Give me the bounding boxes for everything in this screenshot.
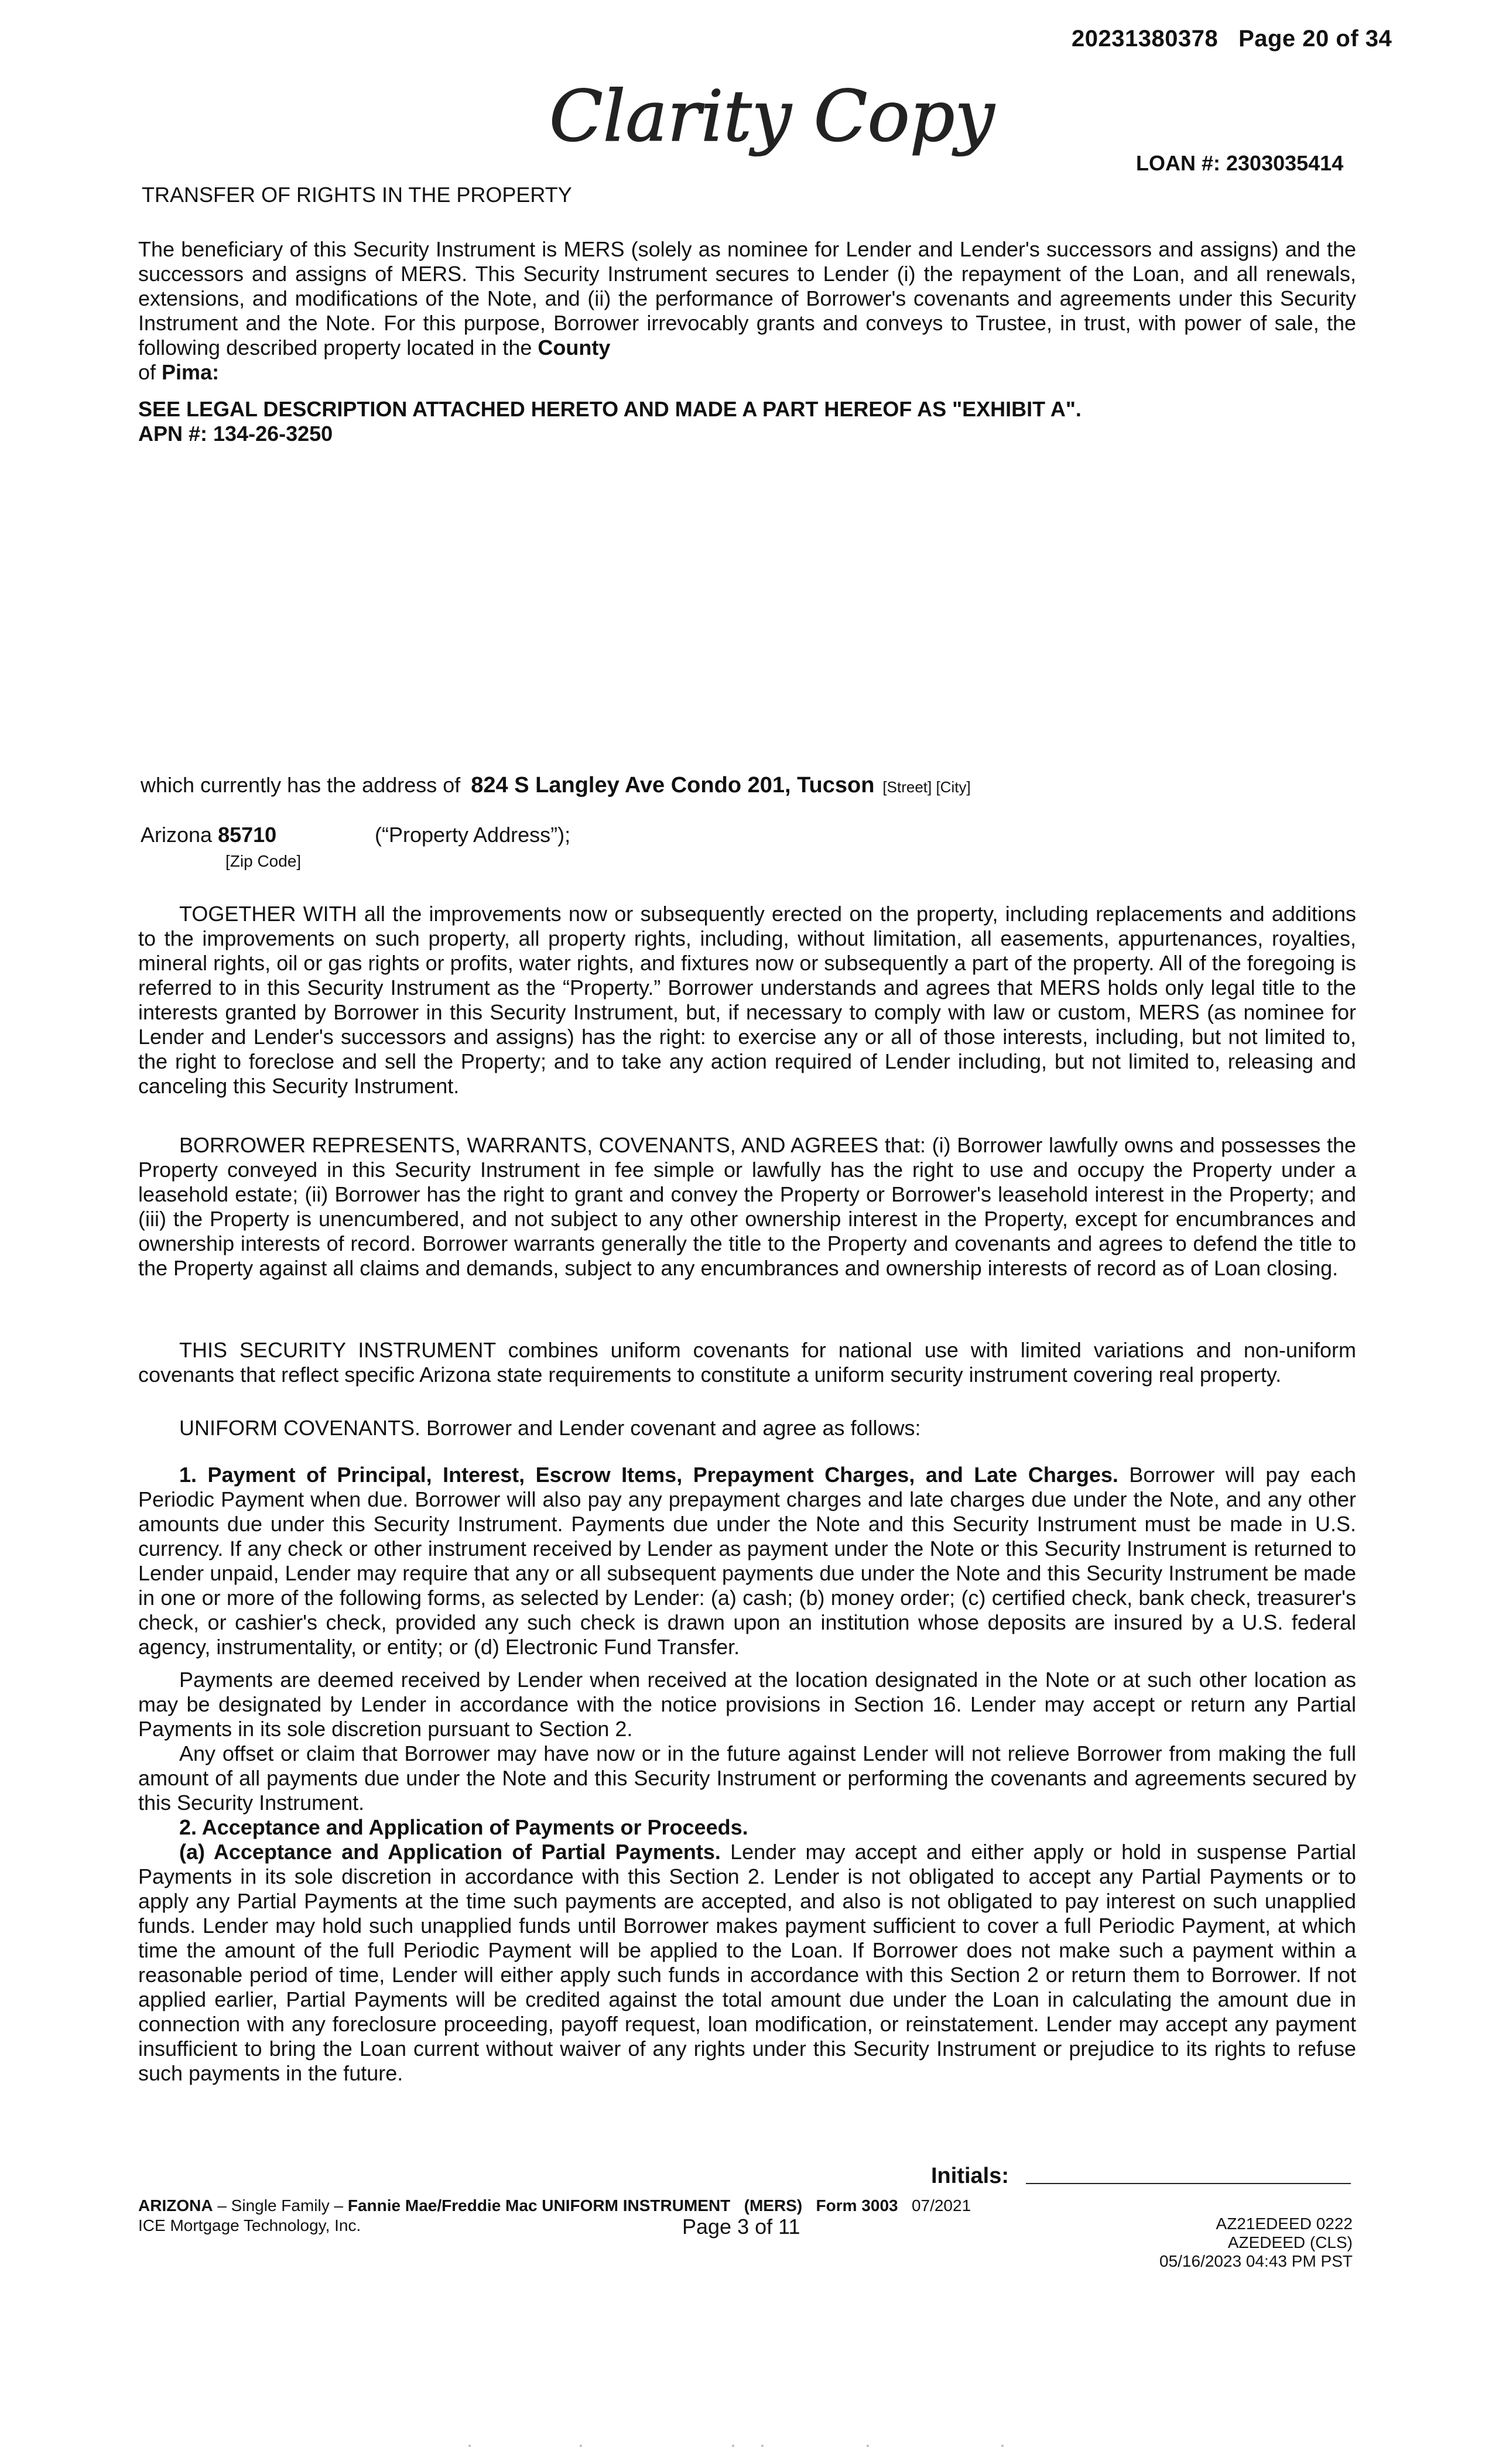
blank-space — [138, 468, 1356, 761]
footer-form-info — [138, 2196, 971, 2236]
street-city-caption: [Street] [City] — [882, 778, 971, 796]
vendor: ICE Mortgage Technology, Inc. — [138, 2216, 361, 2234]
legal-description — [138, 397, 1356, 446]
legal-description-text: SEE LEGAL DESCRIPTION ATTACHED HERETO AND MADE A PART HEREOF AS "EXHIBIT A". — [138, 397, 1082, 421]
section-2a-paragraph — [138, 1840, 1356, 2086]
transfer-paragraph — [138, 237, 1356, 385]
form-state: ARIZONA — [138, 2196, 213, 2215]
together-with-paragraph: TOGETHER WITH all the improvements now or subsequently erected on the property, including replacements and additions to the improvements on such property, all property rights, including, without limitation, all easements, appurtenances, royalties, mineral rights, oil or gas rights or profits, water rights, and fixtures now or subsequently a part of the property. All of the foregoing is referred to in this Security Instrument as the “Property.” Borrower understands and agrees that MERS holds only legal title to the interests granted by Borrower in this Security Instrument, but, if necessary to comply with law or custom, MERS (as nominee for Lender and Lender's successors and assigns) has the right: to exercise any or all of those interests, including, but not limited to, the right to foreclose and sell the Property; and to take any action required of Lender including, but not limited to, releasing and canceling this Security Instrument. — [138, 902, 1356, 1098]
section-1-paragraph — [138, 1463, 1356, 1659]
section-1-offset: Any offset or claim that Borrower may have now or in the future against Lender will not relieve Borrower from making the full amount of all payments due under the Note and this Security Instrument or performing the covenants and agreements secured by this Security Instrument. — [138, 1741, 1356, 1815]
of-label: of — [138, 360, 156, 384]
handwritten-clarity-copy — [545, 53, 1025, 164]
form-bold: Fannie Mae/Freddie Mac UNIFORM INSTRUMENT — [347, 2196, 731, 2215]
borrower-represents-paragraph: BORROWER REPRESENTS, WARRANTS, COVENANTS, AND AGREES that: (i) Borrower lawfully owns and possesses the Property conveyed in this Security Instrument in fee simple or lawfully has the right to use and occupy the Property under a leasehold estate; (ii) Borrower has the right to grant and convey the Property or Borrower's leasehold interest in the Property; and (iii) the Property is unencumbered, and not subject to any other ownership interest in the Property, except for encumbrances and ownership interests of record. Borrower warrants generally the title to the Property and covenants and agrees to defend the title to the Property against all claims and demands, subject to any encumbrances and ownership interests of record as of Loan closing. — [138, 1133, 1356, 1280]
page-of: Page 20 of 34 — [1238, 26, 1392, 52]
form-code: AZ21EDEED 0222 — [1216, 2215, 1353, 2233]
zip-caption: [Zip Code] — [225, 852, 302, 870]
footer-codes — [1113, 2215, 1353, 2271]
loan-number: LOAN #: 2303035414 — [1136, 151, 1344, 175]
property-address-label: (“Property Address”); — [375, 823, 571, 847]
section-title: TRANSFER OF RIGHTS IN THE PROPERTY — [142, 183, 572, 207]
record-header — [1072, 26, 1392, 52]
transfer-text: The beneficiary of this Security Instrument is MERS (solely as nominee for Lender and Lender's successors and assigns) and the successors and assigns of MERS. This Security Instrument secures to Lender (i) the repayment of the Loan, and all renewals, extensions, and modifications of the Note, and (ii) the performance of Borrower's covenants and agreements under this Security Instrument and the Note. For this purpose, Borrower irrevocably grants and conveys to Trustee, in trust, with power of sale, the following described property located in the — [138, 237, 1356, 360]
uniform-covenants-paragraph: UNIFORM COVENANTS. Borrower and Lender covenant and agree as follows: — [179, 1416, 921, 1440]
county-name: Pima: — [162, 360, 220, 384]
initials-label: Initials: — [931, 2164, 1009, 2188]
timestamp: 05/16/2023 04:43 PM PST — [1159, 2252, 1353, 2270]
section-1-text: Borrower will pay each Periodic Payment when due. Borrower will also pay any prepayment charges and late charges due under the Note, and any other amounts due under this Security Instrument. Payments due under the Note and this Security Instrument must be made in U.S. currency. If any check or other instrument received by Lender as payment under the Note or this Security Instrument is returned to Lender unpaid, Lender may require that any or all subsequent payments due under the Note and this Security Instrument be made in one or more of the following forms, as selected by Lender: (a) cash; (b) money order; (c) certified check, bank check, treasurer's check, or cashier's check, provided any such check is drawn upon an institution whose deposits are insured by a U.S. federal agency, instrumentality, or entity; or (d) Electronic Fund Transfer. — [138, 1463, 1356, 1659]
form-number: Form 3003 — [816, 2196, 898, 2215]
section-1-payments: Payments are deemed received by Lender when received at the location designated in the Note or at such other location as may be designated by Lender in accordance with the notice provisions in Section 16. Lender may accept or return any Partial Payments in its sole discretion pursuant to Section 2. — [138, 1668, 1356, 1741]
section-2a-heading: (a) Acceptance and Application of Partial Payments. — [179, 1840, 721, 1864]
section-1-heading: 1. Payment of Principal, Interest, Escrow Items, Prepayment Charges, and Late Charges. — [179, 1463, 1118, 1487]
form-code-cls: AZEDEED (CLS) — [1227, 2233, 1353, 2251]
handwritten-note-text: Clarity Copy — [549, 76, 995, 158]
section-2a-text: Lender may accept and either apply or hold in suspense Partial Payments in its sole discretion in accordance with this Section 2. Lender is not obligated to accept any Partial Payments or to apply any Partial Payments at the time such payments are accepted, and also is not obligated to pay interest on such unapplied funds. Lender may hold such unapplied funds until Borrower makes payment sufficient to cover a full Periodic Payment, at which time the amount of the full Periodic Payment will be applied to the Loan. If Borrower does not make such a payment within a reasonable period of time, Lender will either apply such funds in accordance with this Section 2 or return them to Borrower. If not applied earlier, Partial Payments will be credited against the total amount due under the Loan in calculating the amount due in connection with any foreclosure proceeding, payoff request, loan modification, or reinstatement. Lender may accept any payment insufficient to bring the Loan current without waiver of any rights under this Security Instrument or prejudice to its rights to refuse such payments in the future. — [138, 1840, 1356, 2085]
state-zip-line — [141, 823, 276, 847]
footer-page-number: Page 3 of 11 — [682, 2215, 800, 2239]
form-mers: (MERS) — [744, 2196, 803, 2215]
form-date: 07/2021 — [911, 2196, 971, 2215]
zip-code: 85710 — [218, 823, 277, 847]
section-2-heading: 2. Acceptance and Application of Payments or Proceeds. — [179, 1815, 748, 1839]
street-city: 824 S Langley Ave Condo 201, Tucson — [471, 773, 875, 798]
form-desc: – Single Family – — [213, 2196, 348, 2215]
scan-artifacts — [457, 2445, 1072, 2448]
address-prefix: which currently has the address of — [141, 773, 461, 797]
record-number: 20231380378 — [1072, 26, 1219, 52]
state: Arizona — [141, 823, 213, 847]
county-label: County — [538, 336, 611, 360]
initials-signature-line[interactable] — [1026, 2183, 1351, 2184]
apn-number: APN #: 134-26-3250 — [138, 422, 333, 446]
this-security-paragraph: THIS SECURITY INSTRUMENT combines uniform covenants for national use with limited variations and non-uniform covenants that reflect specific Arizona state requirements to constitute a uniform security instrument covering real property. — [138, 1338, 1356, 1387]
address-line — [141, 773, 971, 798]
